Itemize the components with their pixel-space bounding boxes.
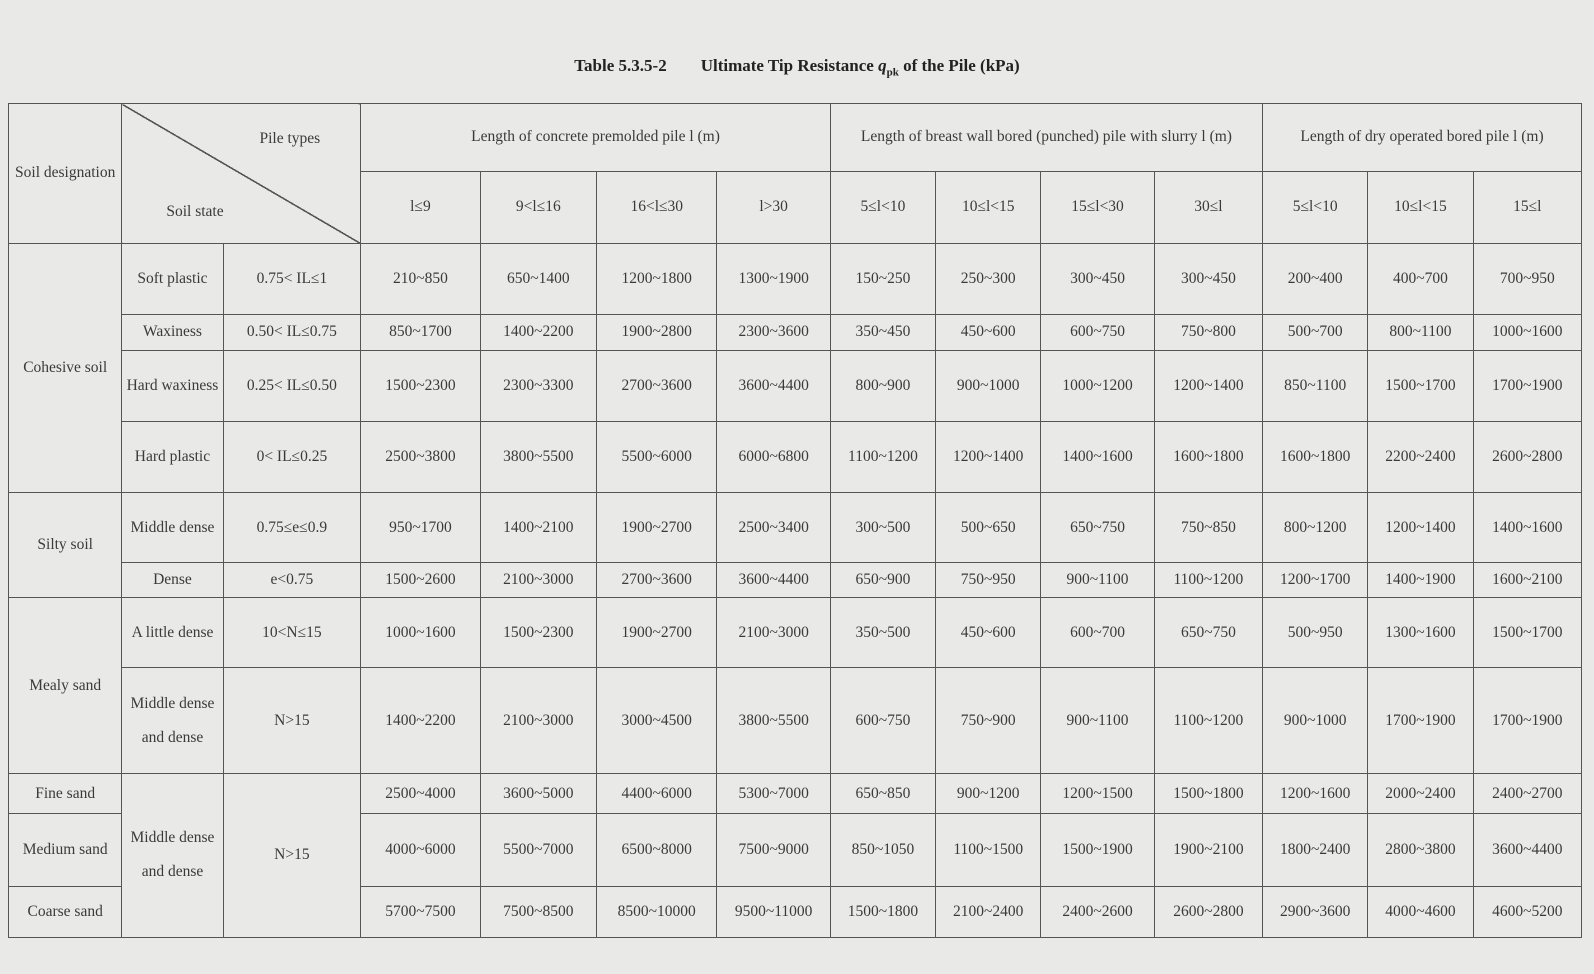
value-cell: 900~1100 — [1041, 562, 1154, 597]
value-cell: 1500~1800 — [830, 887, 935, 938]
range-header: l>30 — [717, 171, 830, 243]
soil-designation-cell: Cohesive soil — [9, 243, 122, 492]
value-cell: 900~1000 — [1263, 668, 1368, 773]
range-header: l≤9 — [361, 171, 480, 243]
value-cell: 250~300 — [936, 243, 1041, 314]
value-cell: 1400~1900 — [1368, 562, 1473, 597]
value-cell: 2500~3800 — [361, 422, 480, 493]
title-text: Ultimate Tip Resistance — [700, 56, 879, 75]
value-cell: 1400~2200 — [361, 668, 480, 773]
value-cell: 5700~7500 — [361, 887, 480, 938]
soil-designation-cell: Fine sand — [9, 773, 122, 814]
value-cell: 2500~3400 — [717, 493, 830, 563]
soil-designation-cell: Coarse sand — [9, 887, 122, 938]
range-header: 5≤l<10 — [1263, 171, 1368, 243]
value-cell: 3800~5500 — [717, 668, 830, 773]
value-cell: 8500~10000 — [597, 887, 717, 938]
value-cell: 1100~1500 — [936, 814, 1041, 887]
title-symbol: q — [878, 56, 887, 75]
value-cell: 1600~1800 — [1263, 422, 1368, 493]
value-cell: 1200~1800 — [597, 243, 717, 314]
value-cell: 2100~3000 — [480, 668, 596, 773]
soil-designation-cell: Silty soil — [9, 493, 122, 598]
value-cell: 750~850 — [1154, 493, 1262, 563]
table-row — [9, 598, 1582, 668]
index-cell: 0< IL≤0.25 — [223, 422, 361, 493]
value-cell: 5500~6000 — [597, 422, 717, 493]
value-cell: 1000~1600 — [1473, 314, 1581, 350]
value-cell: 1400~1600 — [1473, 493, 1581, 563]
value-cell: 650~750 — [1154, 598, 1262, 668]
pile-type-soil-state-header — [122, 104, 361, 244]
soil-designation-header: Soil designation — [9, 104, 122, 244]
range-header: 5≤l<10 — [830, 171, 935, 243]
value-cell: 650~850 — [830, 773, 935, 814]
value-cell: 300~500 — [830, 493, 935, 563]
soil-state-cell: Hard plastic — [122, 422, 223, 493]
soil-state-cell: Hard waxiness — [122, 351, 223, 422]
pile-types-label: Pile types — [259, 130, 321, 147]
value-cell: 700~950 — [1473, 243, 1581, 314]
value-cell: 2600~2800 — [1154, 887, 1262, 938]
value-cell: 3600~4400 — [1473, 814, 1581, 887]
value-cell: 1200~1400 — [1368, 493, 1473, 563]
value-cell: 1100~1200 — [1154, 668, 1262, 773]
soil-designation-cell: Medium sand — [9, 814, 122, 887]
value-cell: 2700~3600 — [597, 562, 717, 597]
range-header: 16<l≤30 — [597, 171, 717, 243]
soil-state-cell: A little dense — [122, 598, 223, 668]
value-cell: 500~650 — [936, 493, 1041, 563]
value-cell: 1300~1600 — [1368, 598, 1473, 668]
range-header: 30≤l — [1154, 171, 1262, 243]
value-cell: 6500~8000 — [597, 814, 717, 887]
range-header: 15≤l — [1473, 171, 1581, 243]
index-cell: 10<N≤15 — [223, 598, 361, 668]
value-cell: 150~250 — [830, 243, 935, 314]
value-cell: 1500~2300 — [480, 598, 596, 668]
value-cell: 1900~2100 — [1154, 814, 1262, 887]
index-cell: 0.25< IL≤0.50 — [223, 351, 361, 422]
value-cell: 2100~2400 — [936, 887, 1041, 938]
value-cell: 1700~1900 — [1368, 668, 1473, 773]
value-cell: 800~1100 — [1368, 314, 1473, 350]
index-cell: 0.75≤e≤0.9 — [223, 493, 361, 563]
value-cell: 3600~5000 — [480, 773, 596, 814]
table-row — [9, 422, 1582, 493]
value-cell: 1200~1500 — [1041, 773, 1154, 814]
value-cell: 4000~6000 — [361, 814, 480, 887]
value-cell: 1500~1700 — [1368, 351, 1473, 422]
value-cell: 3000~4500 — [597, 668, 717, 773]
value-cell: 650~1400 — [480, 243, 596, 314]
tip-resistance-table — [8, 103, 1582, 938]
range-header: 9<l≤16 — [480, 171, 596, 243]
value-cell: 1200~1400 — [936, 422, 1041, 493]
value-cell: 2600~2800 — [1473, 422, 1581, 493]
value-cell: 1700~1900 — [1473, 351, 1581, 422]
value-cell: 4400~6000 — [597, 773, 717, 814]
value-cell: 4600~5200 — [1473, 887, 1581, 938]
value-cell: 300~450 — [1154, 243, 1262, 314]
index-cell: 0.50< IL≤0.75 — [223, 314, 361, 350]
value-cell: 2300~3600 — [717, 314, 830, 350]
value-cell: 1900~2700 — [597, 493, 717, 563]
value-cell: 600~750 — [830, 668, 935, 773]
header-row-1 — [9, 104, 1582, 172]
value-cell: 900~1200 — [936, 773, 1041, 814]
soil-designation-cell: Mealy sand — [9, 598, 122, 773]
soil-state-cell: Dense — [122, 562, 223, 597]
value-cell: 500~700 — [1263, 314, 1368, 350]
value-cell: 850~1700 — [361, 314, 480, 350]
value-cell: 750~900 — [936, 668, 1041, 773]
range-header: 15≤l<30 — [1041, 171, 1154, 243]
title-unit: of the Pile (kPa) — [898, 56, 1020, 75]
value-cell: 1500~1900 — [1041, 814, 1154, 887]
value-cell: 2000~2400 — [1368, 773, 1473, 814]
value-cell: 2500~4000 — [361, 773, 480, 814]
value-cell: 450~600 — [936, 314, 1041, 350]
value-cell: 900~1100 — [1041, 668, 1154, 773]
value-cell: 1100~1200 — [830, 422, 935, 493]
value-cell: 1500~1800 — [1154, 773, 1262, 814]
value-cell: 1100~1200 — [1154, 562, 1262, 597]
soil-state-cell: Soft plastic — [122, 243, 223, 314]
table-row — [9, 493, 1582, 563]
value-cell: 750~800 — [1154, 314, 1262, 350]
value-cell: 1400~2100 — [480, 493, 596, 563]
value-cell: 800~900 — [830, 351, 935, 422]
value-cell: 3600~4400 — [717, 562, 830, 597]
value-cell: 650~750 — [1041, 493, 1154, 563]
value-cell: 1900~2700 — [597, 598, 717, 668]
value-cell: 7500~8500 — [480, 887, 596, 938]
value-cell: 200~400 — [1263, 243, 1368, 314]
table-row — [9, 668, 1582, 773]
index-cell: e<0.75 — [223, 562, 361, 597]
value-cell: 2900~3600 — [1263, 887, 1368, 938]
group-header-dry: Length of dry operated bored pile l (m) — [1263, 104, 1582, 172]
table-title — [0, 56, 1594, 78]
value-cell: 850~1050 — [830, 814, 935, 887]
value-cell: 1000~1200 — [1041, 351, 1154, 422]
soil-state-cell: Middle dense — [122, 493, 223, 563]
value-cell: 1400~2200 — [480, 314, 596, 350]
soil-state-cell: Middle dense and dense — [122, 668, 223, 773]
value-cell: 300~450 — [1041, 243, 1154, 314]
value-cell: 9500~11000 — [717, 887, 830, 938]
soil-state-cell: Middle dense and dense — [122, 773, 223, 937]
value-cell: 2100~3000 — [717, 598, 830, 668]
value-cell: 7500~9000 — [717, 814, 830, 887]
value-cell: 350~500 — [830, 598, 935, 668]
value-cell: 1900~2800 — [597, 314, 717, 350]
value-cell: 1200~1400 — [1154, 351, 1262, 422]
table-row — [9, 562, 1582, 597]
value-cell: 350~450 — [830, 314, 935, 350]
index-cell: N>15 — [223, 773, 361, 937]
value-cell: 1500~2300 — [361, 351, 480, 422]
value-cell: 2300~3300 — [480, 351, 596, 422]
value-cell: 1500~2600 — [361, 562, 480, 597]
soil-state-label: Soil state — [166, 202, 224, 220]
index-cell: 0.75< IL≤1 — [223, 243, 361, 314]
value-cell: 210~850 — [361, 243, 480, 314]
value-cell: 500~950 — [1263, 598, 1368, 668]
value-cell: 2400~2700 — [1473, 773, 1581, 814]
value-cell: 5300~7000 — [717, 773, 830, 814]
value-cell: 900~1000 — [936, 351, 1041, 422]
value-cell: 3800~5500 — [480, 422, 596, 493]
value-cell: 2100~3000 — [480, 562, 596, 597]
value-cell: 6000~6800 — [717, 422, 830, 493]
value-cell: 1700~1900 — [1473, 668, 1581, 773]
value-cell: 2200~2400 — [1368, 422, 1473, 493]
table-row — [9, 243, 1582, 314]
value-cell: 1600~1800 — [1154, 422, 1262, 493]
value-cell: 4000~4600 — [1368, 887, 1473, 938]
title-subscript: pk — [886, 66, 899, 79]
value-cell: 5500~7000 — [480, 814, 596, 887]
range-header: 10≤l<15 — [1368, 171, 1473, 243]
value-cell: 850~1100 — [1263, 351, 1368, 422]
value-cell: 1600~2100 — [1473, 562, 1581, 597]
value-cell: 1400~1600 — [1041, 422, 1154, 493]
value-cell: 1300~1900 — [717, 243, 830, 314]
value-cell: 600~700 — [1041, 598, 1154, 668]
value-cell: 750~950 — [936, 562, 1041, 597]
value-cell: 1800~2400 — [1263, 814, 1368, 887]
value-cell: 450~600 — [936, 598, 1041, 668]
index-cell: N>15 — [223, 668, 361, 773]
value-cell: 3600~4400 — [717, 351, 830, 422]
value-cell: 600~750 — [1041, 314, 1154, 350]
value-cell: 1200~1600 — [1263, 773, 1368, 814]
value-cell: 1000~1600 — [361, 598, 480, 668]
table-row — [9, 314, 1582, 350]
range-header: 10≤l<15 — [936, 171, 1041, 243]
value-cell: 2800~3800 — [1368, 814, 1473, 887]
value-cell: 2700~3600 — [597, 351, 717, 422]
table-row — [9, 351, 1582, 422]
table-number: Table 5.3.5-2 — [574, 56, 667, 75]
value-cell: 800~1200 — [1263, 493, 1368, 563]
group-header-slurry: Length of breast wall bored (punched) pile with slurry l (m) — [830, 104, 1262, 172]
value-cell: 2400~2600 — [1041, 887, 1154, 938]
value-cell: 1200~1700 — [1263, 562, 1368, 597]
group-header-premolded: Length of concrete premolded pile l (m) — [361, 104, 831, 172]
value-cell: 950~1700 — [361, 493, 480, 563]
soil-state-cell: Waxiness — [122, 314, 223, 350]
value-cell: 1500~1700 — [1473, 598, 1581, 668]
value-cell: 400~700 — [1368, 243, 1473, 314]
value-cell: 650~900 — [830, 562, 935, 597]
table-row — [9, 773, 1582, 814]
